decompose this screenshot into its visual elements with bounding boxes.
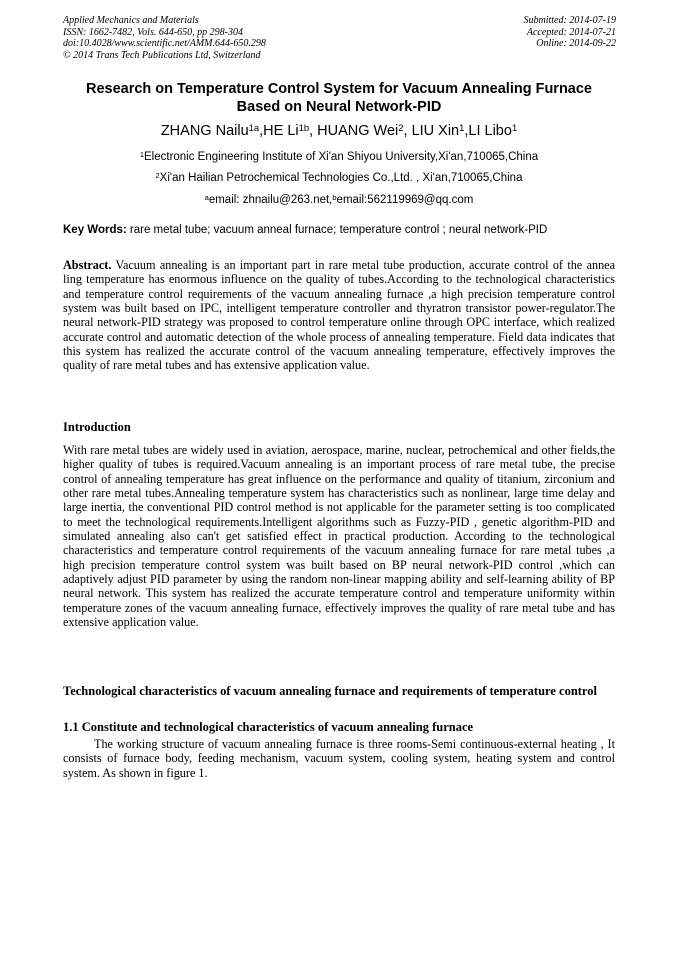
email-a: email: zhnailu@263.net, xyxy=(208,194,333,206)
email-sup-a: a xyxy=(204,192,209,202)
author-sep: , xyxy=(259,123,264,139)
journal-issn: ISSN: 1662-7482, Vols. 644-650, pp 298-304 xyxy=(63,26,243,38)
author-list xyxy=(63,122,615,140)
journal-copyright: © 2014 Trans Tech Publications Ltd, Switzerland xyxy=(63,49,261,61)
journal-name: Applied Mechanics and Materials xyxy=(63,15,199,26)
abstract xyxy=(63,258,615,373)
journal-info xyxy=(63,15,266,61)
section-heading: Technological characteristics of vacuum annealing furnace and requirements of temperature control xyxy=(63,684,597,698)
author-sup: 1b xyxy=(298,121,310,133)
author-name: LI Libo xyxy=(468,123,512,139)
introduction-heading: Introduction xyxy=(63,420,131,434)
author-sep: , xyxy=(309,123,318,139)
author-sep: , xyxy=(403,123,412,139)
dates-info xyxy=(524,15,617,50)
author-name: HUANG Wei xyxy=(317,123,399,139)
author-emails xyxy=(63,193,615,207)
online-date: Online: 2014-09-22 xyxy=(536,38,616,49)
introduction-text: With rare metal tubes are widely used in aviation, aerospace, marine, nuclear, petrochemical and other fields,the higher quality of tubes is required.Vacuum annealing is an important process of rare metal tube, the precise control of annealing temperature has great influence on the performance and quality of titanium, zirconium and other rare metal tubes.Annealing temperature system has characteristics such as nonlinear, large time delay and large inertia, the conventional PID control method is not applicable for the parameter setting is too complicated to meet the technological requirements.Intelligent algorithms such as Fuzzy-PID , genetic algorithm-PID and simulated annealing also can't get satisfied effect in practical production. According to the technological characteristics and temperature control requirements of the vacuum annealing furnace for rare metal tubes ,a high precision temperature control system was built based on BP neural network-PID control ,which can adaptively adjust PID parameter by using the random non-linear mapping ability and self-learning ability of BP neural network. This system has realized the accurate temperature control and temperature uniformity within temperature zones of the vacuum annealing furnace, effectively improves the quality of rare metal tube and has extensive application value. xyxy=(63,443,615,630)
author-sep: , xyxy=(464,123,469,139)
affiliation-sup: 1 xyxy=(139,149,144,159)
author-sup: 1 xyxy=(511,121,518,133)
affiliation-2 xyxy=(63,171,615,185)
affiliation-1 xyxy=(63,150,615,164)
abstract-label: Abstract. xyxy=(63,258,112,272)
author-name: ZHANG Nailu xyxy=(160,123,249,139)
author-sup: 2 xyxy=(398,121,404,133)
section-paragraph: The working structure of vacuum annealing furnace is three rooms-Semi continuous-external heating , It consists of furnace body, feeding mechanism, vacuum system, cooling system, heating system and control system. As shown in figure 1. xyxy=(63,737,615,780)
author-name: LIU Xin xyxy=(411,123,460,139)
accepted-date: Accepted: 2014-07-21 xyxy=(526,26,616,38)
subsection-heading: 1.1 Constitute and technological characteristics of vacuum annealing furnace xyxy=(63,720,474,734)
keywords-label: Key Words: xyxy=(63,224,127,236)
author-sup: 1 xyxy=(459,121,465,133)
author-sup: 1a xyxy=(248,121,260,133)
author-name: HE Li xyxy=(263,123,299,139)
keywords xyxy=(63,223,615,237)
submitted-date: Submitted: 2014-07-19 xyxy=(523,15,616,26)
email-b: email:562119969@qq.com xyxy=(336,194,474,206)
keywords-text: rare metal tube; vacuum anneal furnace; temperature control ; neural network-PID xyxy=(126,224,548,236)
paper-title: Research on Temperature Control System for Vacuum Annealing Furnace Based on Neural Network-PID xyxy=(85,81,592,115)
affiliation-sup: 2 xyxy=(155,170,160,180)
email-sup-b: b xyxy=(332,192,337,202)
affiliation-text: Xi'an Hailian Petrochemical Technologies Co.,Ltd. , Xi'an,710065,China xyxy=(159,172,523,184)
abstract-text: Vacuum annealing is an important part in rare metal tube production, accurate control of the annea ling temperature has enormous influence on the quality of tubes.According to the technological characteristics and temperature control requirements of the vacuum annealing furnace ,a high precision temperature control system was built based on IPC, intelligent temperature controller and thyratron transistor power-regulator.The neural network-PID strategy was proposed to control temperature online through OPC interface, which realized accurate control and automatic detection of the whole process of annealing temperature. Field data indicates that this system has realized the accurate control of the vacuum annealing temperature, effectively improves the quality of rare metal tubes and has extensive application value. xyxy=(63,258,615,373)
journal-doi: doi:10.4028/www.scientific.net/AMM.644-650.298 xyxy=(63,38,266,49)
affiliation-text: Electronic Engineering Institute of Xi'an Shiyou University,Xi'an,710065,China xyxy=(144,151,539,163)
